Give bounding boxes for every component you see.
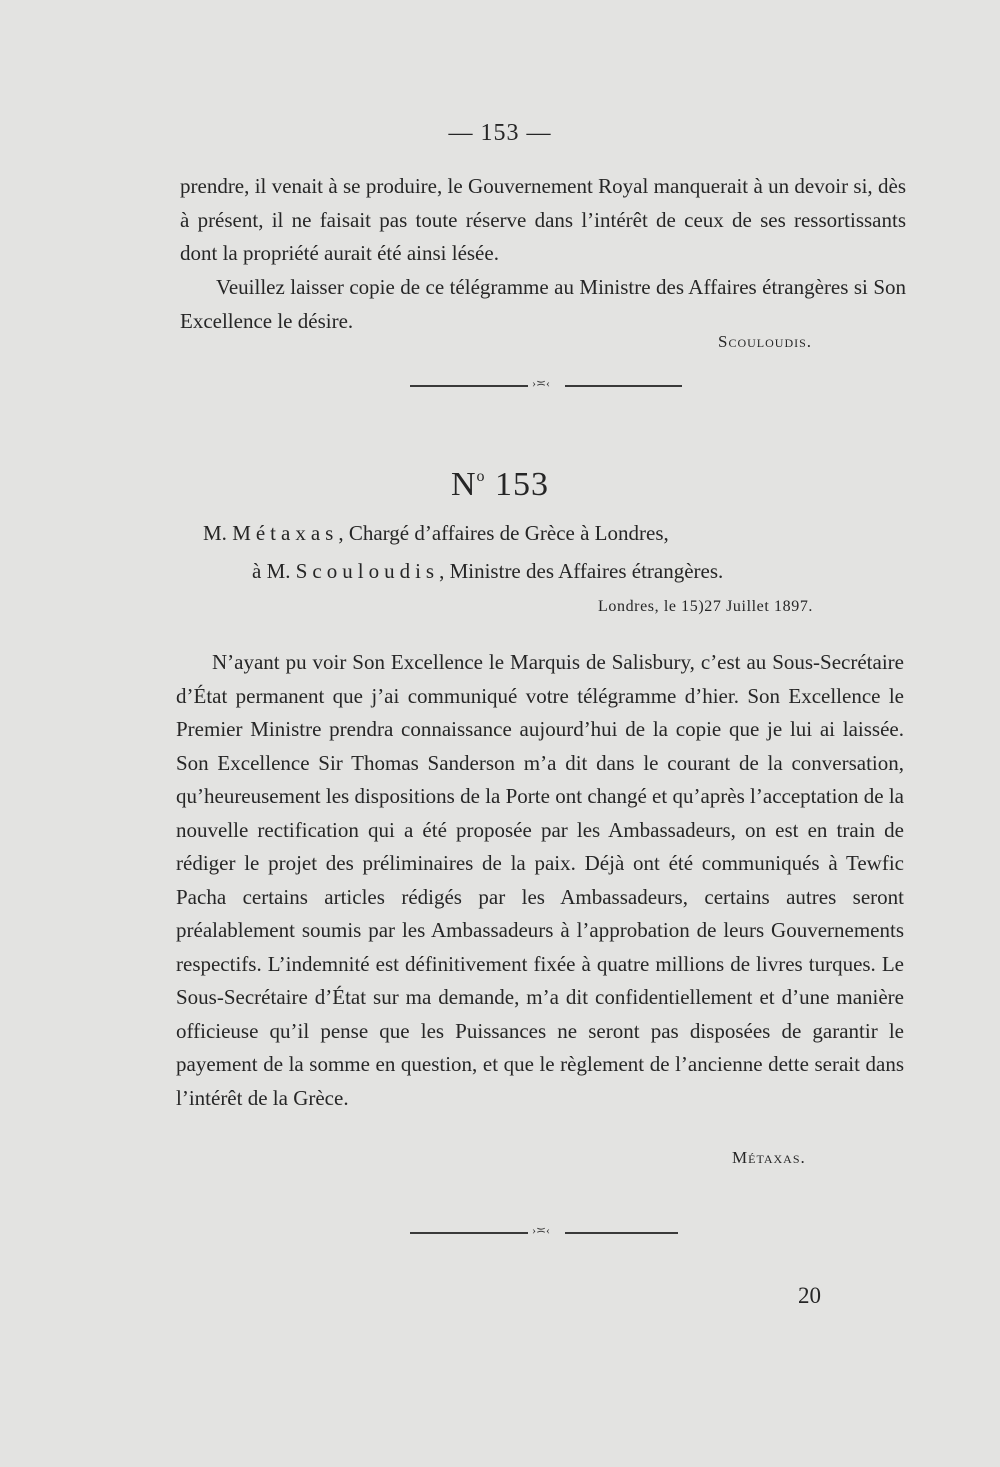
separator-ornament: ›≍‹ bbox=[532, 376, 551, 390]
recipient-prefix: à M. bbox=[252, 559, 291, 583]
separator-ornament-bottom: ›≍‹ bbox=[532, 1223, 551, 1237]
number-value: 153 bbox=[495, 466, 550, 503]
sender-title: , Chargé d’affaires de Grèce à Londres, bbox=[338, 521, 669, 545]
separator-top bbox=[410, 376, 682, 390]
letter-body bbox=[176, 646, 904, 1115]
number-prefix: N bbox=[450, 466, 477, 503]
letter-body-text: N’ayant pu voir Son Excellence le Marquis de Salisbury, c’est au Sous-Secrétaire d’État permanent que j’ai communiqué votre télégramme d’hier. Son Excellence le Premier Ministre prendra connaissance aujourd’hui de la copie que je lui ai laissée. Son Excellence Sir Thomas Sanderson m’a dit dans le courant de la conversation, qu’heureusement les dispositions de la Porte ont changé et qu’après l’acceptation de la nouvelle rectification qui a été proposée par les Ambassadeurs, on est en train de rédiger le projet des préliminaires de la paix. Déjà ont été communiqués à Tewfic Pacha certains articles rédigés par les Ambassadeurs, certains autres seront préalablement soumis par les Ambassadeurs à l’approbation de leurs Gouvernements respectifs. L’indemnité est définitivement fixée à quatre millions de livres turques. Le Sous-Secrétaire d’État sur ma demande, m’a dit confidentiellement et d’une manière officieuse qu’il pense que les Puissances ne seront pas disposées de garantir le payement de la somme en question, et que le règlement de l’ancienne dette serait dans l’intérêt de la Grèce. bbox=[176, 650, 904, 1110]
document-number bbox=[0, 466, 1000, 504]
continuation-paragraph bbox=[180, 170, 906, 271]
sender-line bbox=[203, 521, 669, 546]
separator-bottom bbox=[410, 1223, 678, 1237]
sender-name: Métaxas bbox=[232, 521, 339, 545]
continuation-text: prendre, il venait à se produire, le Gouvernement Royal manquerait à un devoir si, dès à présent, il ne faisait pas toute réserve dans l’intérêt de ceux de ses ressortissants dont la propriété aurait été ainsi lésée. bbox=[180, 174, 906, 265]
recipient-title: , Ministre des Affaires étrangères. bbox=[439, 559, 724, 583]
recipient-line bbox=[252, 559, 723, 584]
sender-prefix: M. bbox=[203, 521, 227, 545]
signature-metaxas: Métaxas. bbox=[732, 1148, 806, 1167]
page-header: — 153 — bbox=[448, 120, 552, 146]
dateline: Londres, le 15)27 Juillet 1897. bbox=[598, 598, 814, 615]
signature-scouloudis: Scouloudis. bbox=[718, 332, 813, 351]
signature-number: 20 bbox=[798, 1283, 821, 1308]
recipient-name: Scouloudis bbox=[295, 559, 440, 583]
request-paragraph bbox=[180, 271, 906, 338]
request-text: Veuillez laisser copie de ce télégramme au Ministre des Affaires étrangères si Son Excellence le désire. bbox=[180, 275, 906, 333]
number-superscript: o bbox=[476, 468, 486, 485]
